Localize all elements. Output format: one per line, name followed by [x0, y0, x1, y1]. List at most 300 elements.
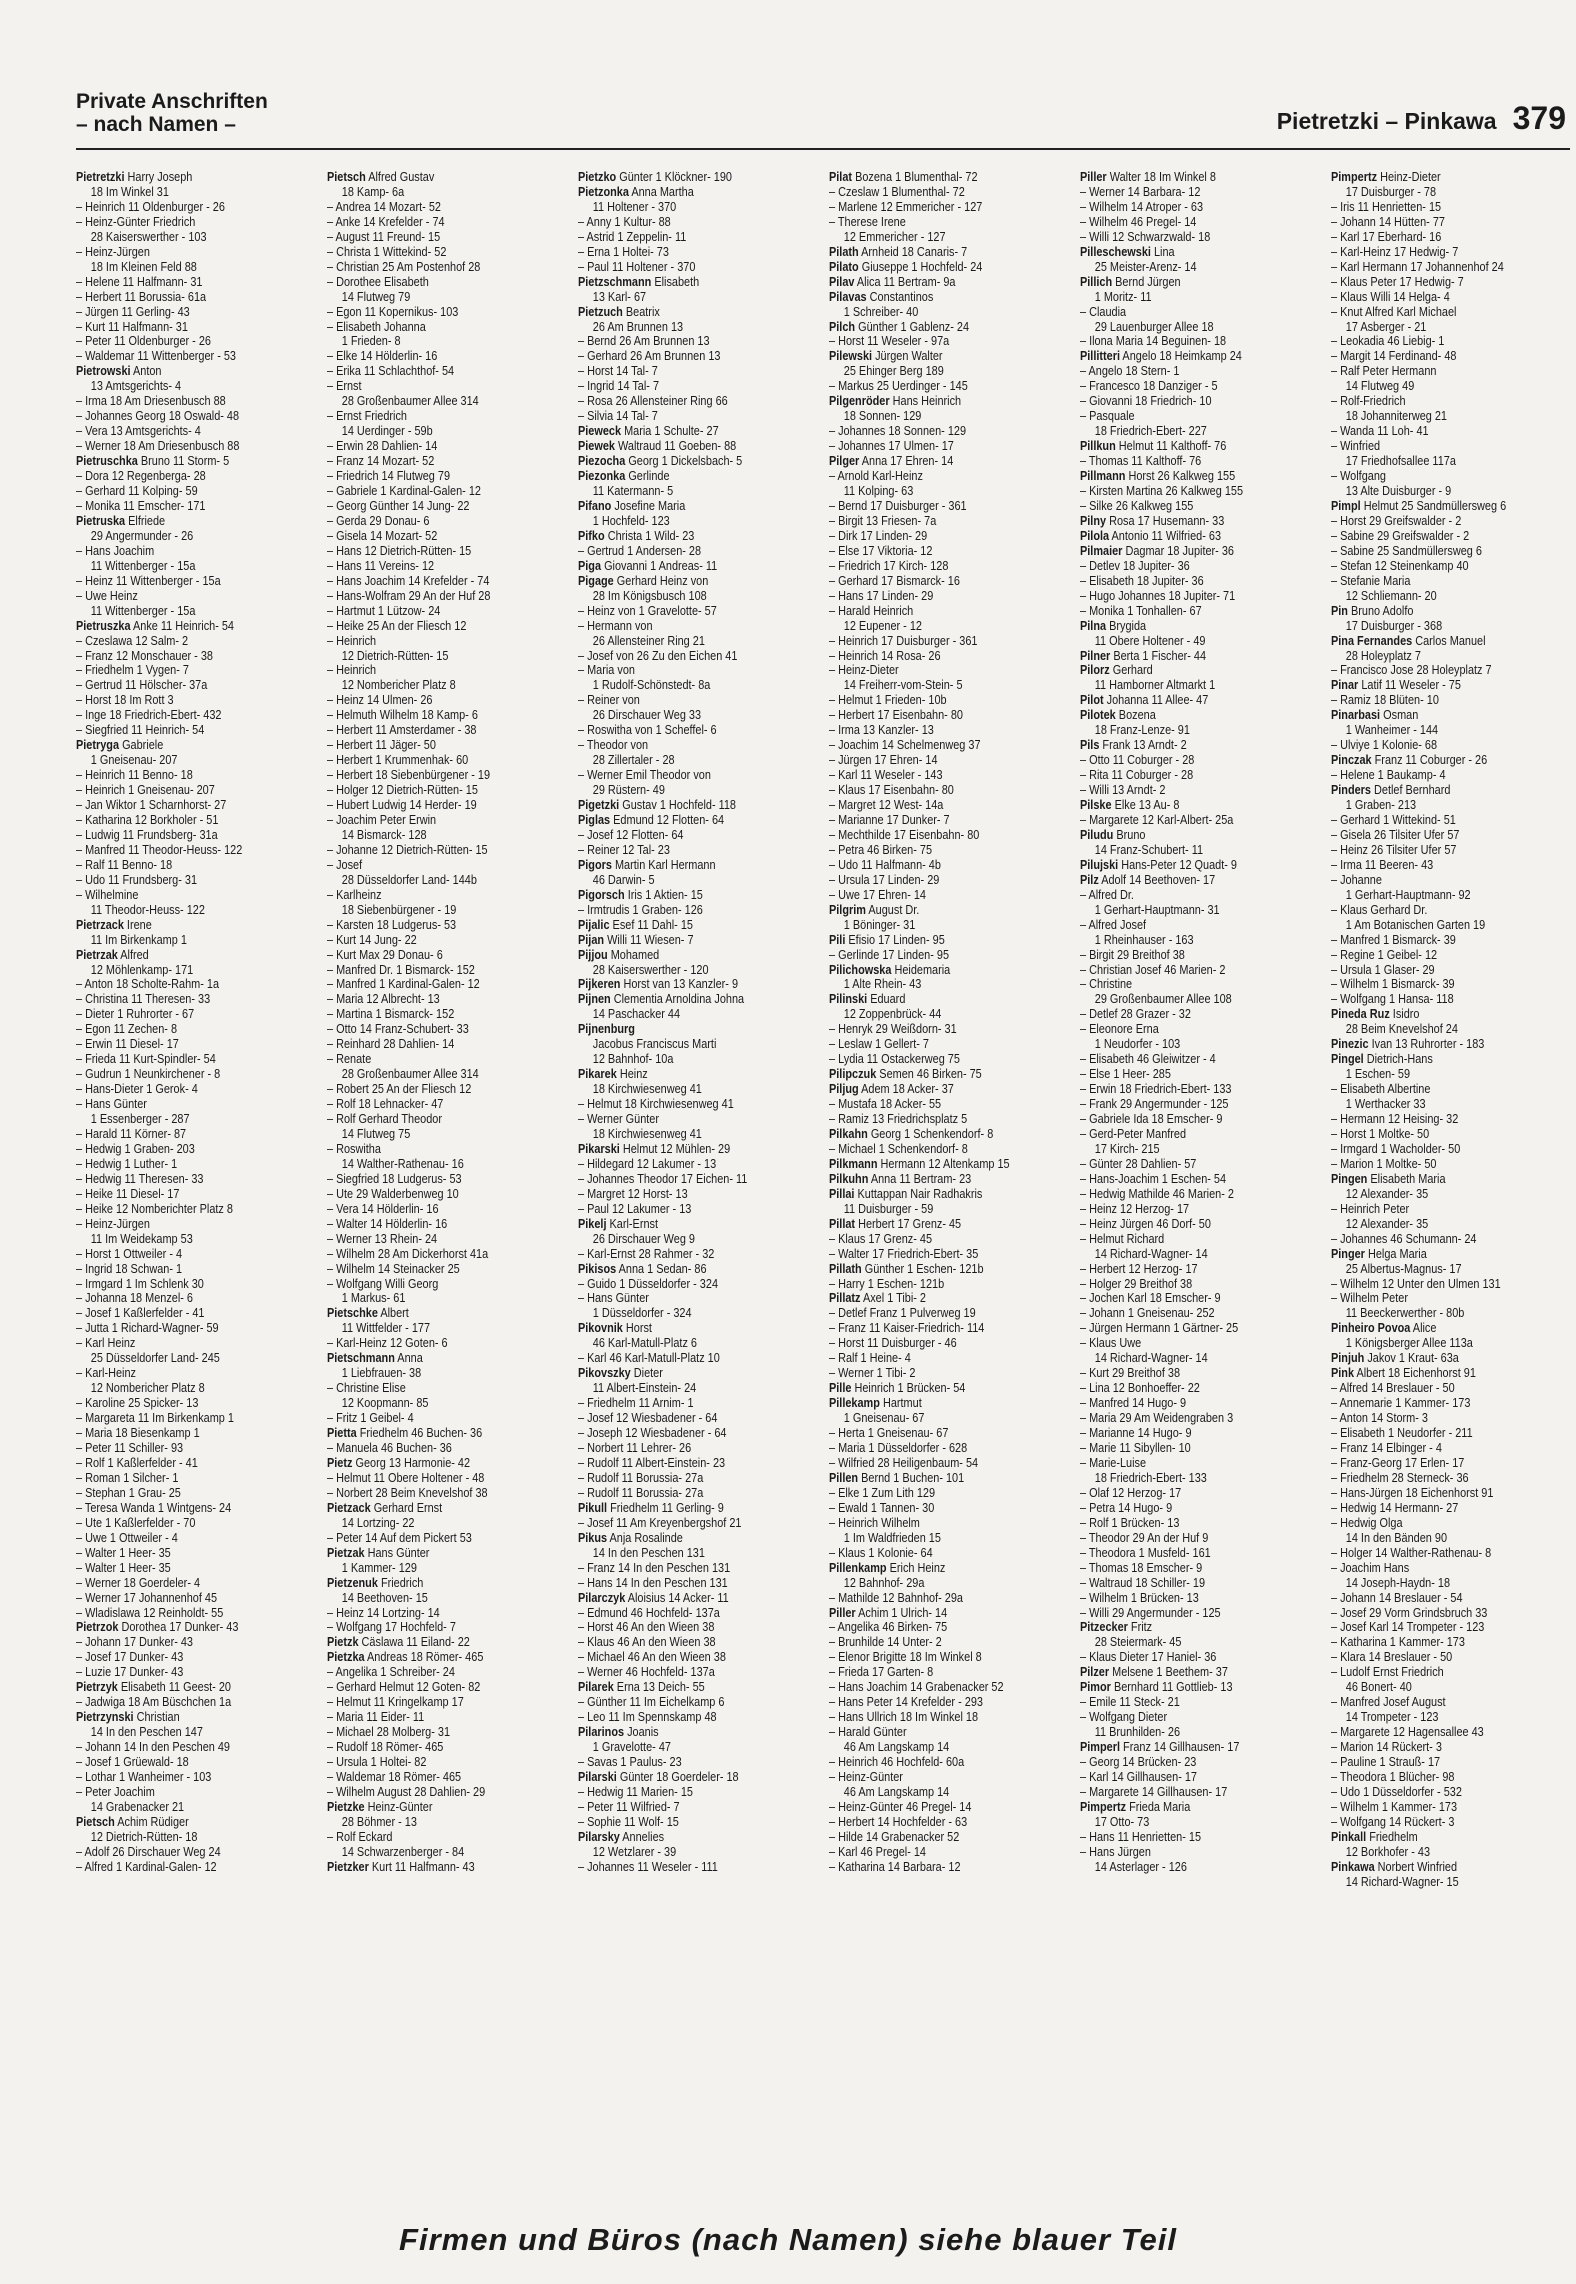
directory-entry	[829, 1262, 1066, 1277]
directory-entry	[1080, 753, 1317, 768]
directory-entry	[829, 1291, 1066, 1306]
directory-entry	[327, 708, 564, 723]
entry-text: – Walter 17 Friedrich-Ebert- 35	[829, 1246, 979, 1261]
entry-text: 18 Kirchwiesenweg 41	[592, 1127, 702, 1141]
directory-entry	[1080, 1486, 1317, 1501]
entry-text: – Luzie 17 Dunker- 43	[76, 1665, 184, 1680]
directory-entry	[578, 1546, 815, 1561]
directory-entry	[76, 1710, 313, 1725]
entry-text: – Frieda 11 Kurt-Spindler- 54	[76, 1052, 216, 1067]
directory-entry	[578, 275, 815, 290]
entry-text: Isidro	[1392, 1007, 1420, 1022]
entry-text: – Ramiz 18 Blüten- 10	[1331, 693, 1439, 708]
directory-entry	[578, 200, 815, 215]
directory-entry	[76, 454, 313, 469]
entry-text: – Marianne 17 Dunker- 7	[829, 812, 950, 827]
surname: Pilmaier	[1080, 543, 1123, 558]
directory-entry	[1331, 394, 1568, 409]
entry-text: 1 Wanheimer - 144	[1345, 723, 1439, 738]
entry-text: – Stephan 1 Grau- 25	[76, 1485, 181, 1500]
directory-entry	[578, 1785, 815, 1800]
entry-text: – Herbert 17 Eisenbahn- 80	[829, 708, 963, 723]
entry-text: – Reinhard 28 Dahlien- 14	[327, 1037, 455, 1052]
directory-entry	[1080, 1277, 1317, 1292]
directory-entry	[76, 649, 313, 664]
entry-text: – Maria 18 Biesenkamp 1	[76, 1426, 200, 1441]
entry-text: – Anton 18 Scholte-Rahm- 1a	[76, 977, 220, 992]
entry-text: – Eleonore Erna	[1080, 1022, 1159, 1037]
directory-entry	[327, 1082, 564, 1097]
directory-entry	[327, 604, 564, 619]
entry-text: – Klaus Willi 14 Helga- 4	[1331, 289, 1450, 304]
directory-entry	[1331, 1232, 1568, 1247]
entry-text: – Werner Günter	[578, 1112, 660, 1127]
directory-entry	[1331, 1277, 1568, 1292]
surname: Pijnen	[578, 992, 611, 1007]
entry-text: – Udo 1 Düsseldorfer - 532	[1331, 1784, 1462, 1799]
directory-entry	[829, 813, 1066, 828]
entry-text: – Friedhelm 28 Sterneck- 36	[1331, 1470, 1469, 1485]
directory-entry	[578, 813, 815, 828]
entry-text: Horst	[625, 1321, 652, 1336]
directory-entry	[578, 364, 815, 379]
surname: Pinger	[1331, 1246, 1365, 1261]
entry-text: – Hans Joachim 14 Grabenacker 52	[829, 1680, 1004, 1695]
entry-text: – Marion 14 Rückert- 3	[1331, 1740, 1442, 1755]
surname: Pietsch	[327, 170, 366, 184]
entry-text: – Manfred 11 Theodor-Heuss- 122	[76, 842, 243, 857]
directory-entry	[327, 1755, 564, 1770]
entry-text: – Uwe Heinz	[76, 588, 138, 603]
directory-entry	[76, 1860, 313, 1875]
entry-text: – Peter 14 Auf dem Pickert 53	[327, 1530, 472, 1545]
entry-text: – Gerda 29 Donau- 6	[327, 513, 430, 528]
directory-entry	[327, 678, 564, 693]
entry-text: – Manuela 46 Buchen- 36	[327, 1441, 452, 1456]
surname: Pille	[829, 1381, 852, 1396]
entry-text: – Wilhelm August 28 Dahlien- 29	[327, 1784, 486, 1799]
entry-text: Helmut 11 Kalthoff- 76	[1118, 439, 1227, 454]
directory-entry	[76, 1561, 313, 1576]
surname: Pietrzyk	[76, 1680, 118, 1695]
entry-text: – Hedwig Olga	[1331, 1515, 1403, 1530]
directory-entry	[1331, 1142, 1568, 1157]
entry-text: – Rolf Eckard	[327, 1829, 393, 1844]
entry-text: – Edmund 46 Hochfeld- 137a	[578, 1605, 720, 1620]
entry-text: – Erna 1 Holtei- 73	[578, 244, 669, 259]
entry-text: 12 Wetzlarer - 39	[592, 1844, 677, 1859]
entry-text: – Heinz 11 Wittenberger - 15a	[76, 573, 221, 588]
entry-text: – Karl Hermann 17 Johannenhof 24	[1331, 259, 1504, 274]
directory-entry	[76, 1740, 313, 1755]
directory-entry	[1331, 873, 1568, 888]
directory-entry	[829, 320, 1066, 335]
directory-entry	[829, 1665, 1066, 1680]
directory-entry	[76, 1247, 313, 1262]
entry-text: – Horst 29 Greifswalder - 2	[1331, 513, 1462, 528]
entry-text: Alfred	[120, 947, 149, 962]
entry-text: 1 Gravelotte- 47	[592, 1740, 671, 1755]
entry-text: – Hartmut 1 Lützow- 24	[327, 603, 441, 618]
directory-entry	[829, 1785, 1066, 1800]
entry-text: – Hans 17 Linden- 29	[829, 588, 934, 603]
directory-entry	[1080, 1860, 1317, 1875]
entry-text: – Hugo Johannes 18 Jupiter- 71	[1080, 588, 1236, 603]
directory-entry	[829, 649, 1066, 664]
entry-text: – Teresa Wanda 1 Wintgens- 24	[76, 1500, 232, 1515]
entry-text: 18 Johanniterweg 21	[1345, 409, 1448, 424]
directory-entry	[829, 1456, 1066, 1471]
directory-entry	[578, 574, 815, 589]
directory-entry	[578, 1830, 815, 1845]
directory-entry	[1331, 349, 1568, 364]
entry-text: – Anke 14 Krefelder - 74	[327, 214, 445, 229]
entry-text: Elisabeth	[654, 274, 700, 289]
entry-text: 14 Asterlager - 126	[1094, 1859, 1187, 1874]
entry-text: – Manfred 1 Bismarck- 39	[1331, 932, 1456, 947]
entry-text: – Robert 25 An der Fliesch 12	[327, 1082, 472, 1097]
directory-entry	[327, 977, 564, 992]
entry-text: – Pasquale	[1080, 409, 1135, 424]
entry-text: 14 Bismarck- 128	[341, 827, 427, 842]
entry-text: – Ursula 1 Glaser- 29	[1331, 962, 1435, 977]
directory-entry	[578, 439, 815, 454]
directory-entry	[76, 379, 313, 394]
entry-text: – Hans 14 In den Peschen 131	[578, 1575, 728, 1590]
directory-entry	[1080, 1426, 1317, 1441]
entry-text: – Karl 14 Gillhausen- 17	[1080, 1769, 1197, 1784]
directory-entry	[327, 1501, 564, 1516]
surname: Pinarbasi	[1331, 708, 1381, 723]
directory-entry	[1331, 245, 1568, 260]
entry-text: – Alfred 14 Breslauer - 50	[1331, 1381, 1455, 1396]
directory-entry	[829, 409, 1066, 424]
entry-text: Elfriede	[128, 513, 166, 528]
directory-entry	[1080, 1262, 1317, 1277]
entry-text: Bruno Adolfo	[1351, 603, 1414, 618]
directory-entry	[327, 1022, 564, 1037]
entry-text: – Ilona Maria 14 Beguinen- 18	[1080, 334, 1227, 349]
directory-entry	[327, 753, 564, 768]
directory-entry	[829, 828, 1066, 843]
directory-entry	[76, 1351, 313, 1366]
entry-text: Semen 46 Birken- 75	[879, 1067, 982, 1082]
entry-text: – Manfred 14 Hugo- 9	[1080, 1396, 1187, 1411]
directory-entry	[1331, 1336, 1568, 1351]
surname: Pietschmann	[327, 1351, 395, 1366]
entry-text: – Hans 11 Henrietten- 15	[1080, 1829, 1202, 1844]
directory-entry	[1080, 1755, 1317, 1770]
directory-entry	[327, 798, 564, 813]
entry-text: 13 Karl- 67	[592, 289, 647, 304]
surname: Pilorz	[1080, 663, 1110, 678]
entry-text: 14 Flutweg 49	[1345, 379, 1415, 394]
entry-text: 12 Zoppenbrück- 44	[843, 1007, 942, 1022]
entry-text: – Petra 46 Birken- 75	[829, 842, 933, 857]
entry-text: – Hans Peter 14 Krefelder - 293	[829, 1695, 983, 1710]
surname: Pilotek	[1080, 708, 1116, 723]
entry-text: – Heinz-Günter	[829, 1769, 903, 1784]
directory-entry	[829, 1561, 1066, 1576]
entry-text: 11 Albert-Einstein- 24	[592, 1381, 697, 1396]
entry-text: Georg 13 Harmonie- 42	[355, 1455, 471, 1470]
entry-text: – Margarete 14 Gillhausen- 17	[1080, 1784, 1228, 1799]
entry-text: – Hilde 14 Grabenacker 52	[829, 1829, 960, 1844]
entry-text: Gerhard Heinz von	[616, 573, 709, 588]
entry-text: – Otto 11 Coburger - 28	[1080, 753, 1195, 768]
directory-entry	[1331, 1755, 1568, 1770]
entry-text: – Josef 17 Dunker- 43	[76, 1650, 184, 1665]
entry-text: 14 Beethoven- 15	[341, 1590, 428, 1605]
directory-entry	[327, 1650, 564, 1665]
directory-entry	[829, 1591, 1066, 1606]
entry-text: Günther 1 Gablenz- 24	[858, 319, 970, 334]
directory-entry	[327, 649, 564, 664]
surname: Pilath	[829, 244, 859, 259]
entry-text: – Karl 46 Pregel- 14	[829, 1844, 926, 1859]
directory-entry	[578, 738, 815, 753]
directory-entry	[76, 783, 313, 798]
directory-entry	[578, 1680, 815, 1695]
directory-entry	[1080, 738, 1317, 753]
surname: Pietruszka	[76, 618, 131, 633]
entry-text: Osman	[1383, 708, 1419, 723]
entry-text: Brygida	[1109, 618, 1147, 633]
entry-text: – Kirsten Martina 26 Kalkweg 155	[1080, 484, 1244, 499]
directory-entry	[1080, 1441, 1317, 1456]
directory-entry	[327, 1411, 564, 1426]
directory-entry	[829, 1576, 1066, 1591]
surname: Pikarski	[578, 1141, 620, 1156]
directory-entry	[76, 1635, 313, 1650]
directory-entry	[327, 888, 564, 903]
directory-entry	[327, 589, 564, 604]
directory-entry	[829, 275, 1066, 290]
directory-entry	[1080, 798, 1317, 813]
entry-text: Gerhard Ernst	[373, 1500, 443, 1515]
entry-text: Annelies	[622, 1829, 665, 1844]
directory-entry	[578, 619, 815, 634]
directory-entry	[1331, 1665, 1568, 1680]
directory-entry	[578, 1157, 815, 1172]
entry-text: Latif 11 Weseler - 75	[1361, 678, 1461, 693]
entry-text: – Heinz-Dieter	[829, 663, 899, 678]
directory-entry	[76, 529, 313, 544]
entry-text: – Katharina 12 Borkholer - 51	[76, 812, 219, 827]
directory-entry	[1331, 1800, 1568, 1815]
entry-text: Giovanni 1 Andreas- 11	[604, 558, 718, 573]
entry-text: Bruno	[1116, 827, 1146, 842]
directory-entry	[1080, 290, 1317, 305]
entry-text: Anna	[397, 1351, 423, 1366]
entry-text: – Karoline 25 Spicker- 13	[76, 1396, 199, 1411]
directory-entry	[578, 798, 815, 813]
directory-entry	[327, 723, 564, 738]
entry-text: 1 Essenberger - 287	[90, 1112, 190, 1127]
entry-text: – Rolf 1 Kaßlerfelder - 41	[76, 1455, 198, 1470]
directory-entry	[1331, 604, 1568, 619]
entry-text: 1 Böninger- 31	[843, 917, 916, 932]
directory-entry	[327, 379, 564, 394]
directory-entry	[1080, 245, 1317, 260]
directory-entry	[1080, 1187, 1317, 1202]
surname: Pitzecker	[1080, 1620, 1128, 1635]
directory-entry	[829, 1531, 1066, 1546]
entry-text: – Lothar 1 Wanheimer - 103	[76, 1769, 212, 1784]
directory-entry	[327, 1306, 564, 1321]
directory-entry	[327, 409, 564, 424]
entry-text: – Hans Ullrich 18 Im Winkel 18	[829, 1710, 979, 1725]
surname: Pigorsch	[578, 887, 625, 902]
entry-text: 12 Schliemann- 20	[1345, 588, 1437, 603]
directory-entry	[578, 290, 815, 305]
entry-text: Erna 13 Deich- 55	[616, 1680, 705, 1695]
directory-entry	[829, 1725, 1066, 1740]
entry-text: 28 Böhmer - 13	[341, 1814, 417, 1829]
entry-text: Beatrix	[625, 304, 660, 319]
entry-text: – Johann 14 In den Peschen 49	[76, 1740, 230, 1755]
directory-entry	[829, 918, 1066, 933]
entry-text: – Herta 1 Gneisenau- 67	[829, 1426, 949, 1441]
directory-entry	[327, 1142, 564, 1157]
directory-entry	[76, 275, 313, 290]
directory-entry	[76, 693, 313, 708]
directory-entry	[327, 1217, 564, 1232]
directory-entry	[327, 1561, 564, 1576]
entry-text: – Hedwig 1 Luther- 1	[76, 1156, 178, 1171]
directory-entry	[829, 589, 1066, 604]
directory-entry	[578, 514, 815, 529]
directory-entry	[1331, 1845, 1568, 1860]
directory-entry	[327, 559, 564, 574]
directory-entry	[829, 379, 1066, 394]
directory-entry	[578, 1187, 815, 1202]
entry-text: Hans Heinrich	[892, 394, 962, 409]
entry-text: – Mathilde 12 Bahnhof- 29a	[829, 1590, 963, 1605]
entry-text: 17 Duisburger - 368	[1345, 618, 1443, 633]
entry-text: – Anny 1 Kultur- 88	[578, 214, 671, 229]
directory-entry	[327, 1620, 564, 1635]
directory-entry	[1080, 514, 1317, 529]
directory-entry	[829, 1650, 1066, 1665]
directory-entry	[829, 992, 1066, 1007]
directory-entry	[1080, 544, 1317, 559]
entry-text: Georg 1 Dickelsbach- 5	[628, 454, 743, 469]
directory-entry	[327, 544, 564, 559]
entry-text: – Josef 1 Grüewald- 18	[76, 1755, 189, 1770]
directory-entry	[578, 469, 815, 484]
directory-entry	[327, 200, 564, 215]
entry-text: – Guido 1 Düsseldorfer - 324	[578, 1276, 719, 1291]
surname: Pilkuhn	[829, 1171, 869, 1186]
directory-entry	[1080, 1247, 1317, 1262]
directory-entry	[1331, 1366, 1568, 1381]
surname: Piga	[578, 558, 602, 573]
entry-text: – Monika 1 Tonhallen- 67	[1080, 603, 1202, 618]
entry-text: – Dora 12 Regenberga- 28	[76, 469, 206, 484]
directory-entry	[829, 364, 1066, 379]
directory-entry	[829, 349, 1066, 364]
directory-entry	[76, 1650, 313, 1665]
entry-text: – Arnold Karl-Heinz	[829, 469, 923, 484]
entry-text: – Ralf 1 Heine- 4	[829, 1351, 911, 1366]
directory-entry	[578, 499, 815, 514]
entry-text: Hartmut	[882, 1396, 922, 1411]
directory-entry	[76, 1082, 313, 1097]
directory-entry	[1331, 1247, 1568, 1262]
directory-entry	[76, 843, 313, 858]
entry-text: Lina	[1153, 244, 1175, 259]
directory-entry	[1331, 1067, 1568, 1082]
directory-entry	[76, 1396, 313, 1411]
directory-entry	[578, 1321, 815, 1336]
directory-entry	[327, 364, 564, 379]
directory-entry	[578, 828, 815, 843]
entry-text: Horst 26 Kalkweg 155	[1128, 469, 1236, 484]
entry-text: – Karl 17 Eberhard- 16	[1331, 229, 1442, 244]
entry-text: 12 Bahnhof- 29a	[843, 1575, 925, 1590]
directory-entry	[1080, 424, 1317, 439]
directory-entry	[829, 170, 1066, 185]
directory-entry	[76, 320, 313, 335]
directory-entry	[1331, 170, 1568, 185]
directory-entry	[76, 1815, 313, 1830]
entry-text: 28 Im Königsbusch 108	[592, 588, 707, 603]
surname: Pimperl	[1080, 1740, 1121, 1755]
directory-entry	[327, 738, 564, 753]
entry-text: – Frieda 17 Garten- 8	[829, 1665, 934, 1680]
entry-text: – Ramiz 13 Friedrichsplatz 5	[829, 1112, 968, 1127]
directory-entry	[578, 424, 815, 439]
directory-entry	[578, 1247, 815, 1262]
entry-text: 26 Allensteiner Ring 21	[592, 633, 705, 648]
entry-text: – Markus 25 Uerdinger - 145	[829, 379, 968, 394]
entry-text: Bozena 1 Blumenthal- 72	[855, 170, 978, 184]
directory-entry	[76, 1321, 313, 1336]
surname: Pilarek	[578, 1680, 614, 1695]
entry-text: – Kurt 14 Jung- 22	[327, 932, 417, 947]
entry-text: 17 Duisburger - 78	[1345, 184, 1437, 199]
entry-text: 14 Grabenacker 21	[90, 1799, 185, 1814]
surname: Pingen	[1331, 1171, 1368, 1186]
directory-entry	[1331, 334, 1568, 349]
entry-text: – Holger 29 Breithof 38	[1080, 1276, 1193, 1291]
directory-entry	[578, 589, 815, 604]
directory-entry	[327, 1606, 564, 1621]
directory-entry	[578, 663, 815, 678]
directory-entry	[76, 1755, 313, 1770]
entry-text: – Thomas 11 Kalthoff- 76	[1080, 454, 1202, 469]
directory-entry	[829, 1635, 1066, 1650]
directory-entry	[829, 1007, 1066, 1022]
surname: Pikarek	[578, 1067, 617, 1082]
directory-entry	[829, 1740, 1066, 1755]
entry-text: – Gisela 14 Mozart- 52	[327, 528, 438, 543]
directory-entry	[76, 948, 313, 963]
surname: Pilkahn	[829, 1127, 868, 1141]
directory-entry	[1080, 813, 1317, 828]
entry-text: – Friedrich 17 Kirch- 128	[829, 558, 949, 573]
entry-text: – Peter 11 Oldenburger - 26	[76, 334, 211, 349]
directory-entry	[1080, 1531, 1317, 1546]
entry-text: 12 Dietrich-Rütten- 18	[90, 1829, 198, 1844]
entry-text: 11 Beeckerwerther - 80b	[1345, 1306, 1465, 1321]
entry-text: – Wladislawa 12 Reinholdt- 55	[76, 1605, 224, 1620]
directory-entry	[327, 1785, 564, 1800]
directory-entry	[1080, 1217, 1317, 1232]
entry-text: – Wilhelm 46 Pregel- 14	[1080, 214, 1197, 229]
entry-text: – Jürgen Hermann 1 Gärtner- 25	[1080, 1321, 1239, 1336]
